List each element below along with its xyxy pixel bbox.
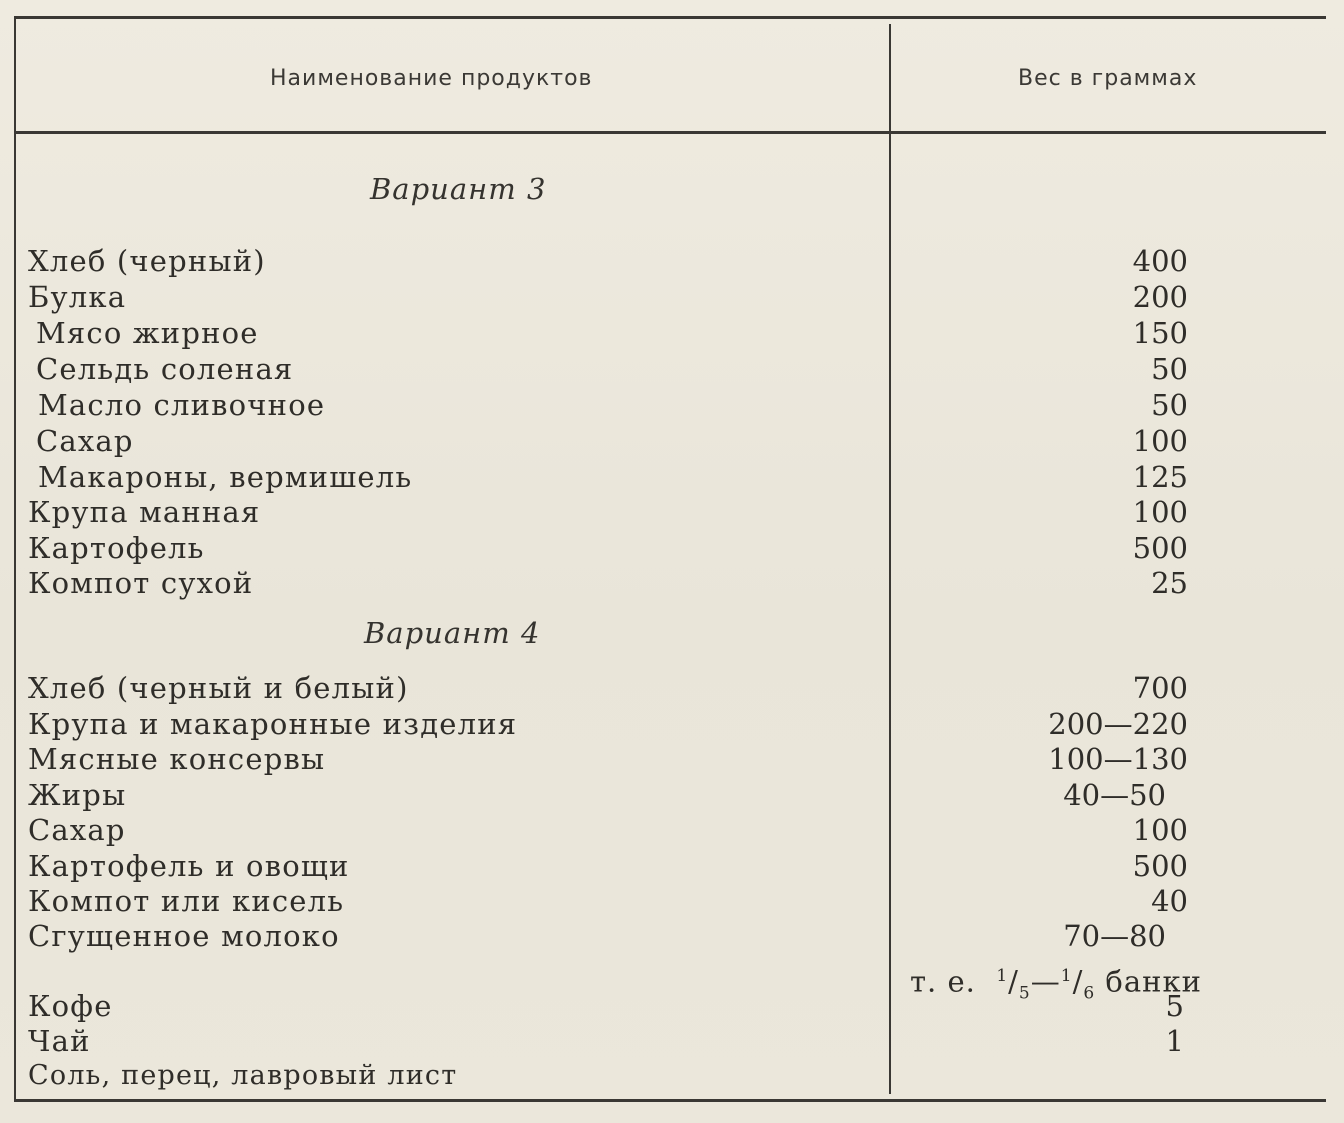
table-row-weight: 70—80 [1063,919,1166,953]
fraction-denominator: 6 [1083,983,1096,1004]
table-row-weight: 50 [1151,388,1188,422]
table-bottom-rule [14,1099,1326,1102]
table-left-rule [14,16,16,1102]
table-row-name: Сельдь соленая [36,352,294,386]
column-header-weight: Вес в граммах [1018,66,1198,91]
table-row-name: Хлеб (черный) [28,244,266,278]
table-row-weight: 700 [1132,671,1188,705]
column-header-product-name: Наименование продуктов [270,66,593,91]
condensed-milk-note: т. е. $^1/_5—^1/_6$ банки [910,964,1202,1004]
table-row-name: Хлеб (черный и белый) [28,671,409,705]
table-row-weight: 500 [1132,849,1188,883]
fraction-numerator: 1 [996,966,1009,986]
table-row-weight: 50 [1151,352,1188,386]
section-title-variant-4: Вариант 4 [364,616,541,650]
table-row-weight: 100 [1132,424,1188,458]
table-row-name: Крупа и макаронные изделия [28,707,518,741]
table-row-weight: 100 [1132,813,1188,847]
note-dash: — [1030,964,1061,999]
table-row-weight: 500 [1132,531,1188,565]
table-row-name: Сахар [36,424,134,458]
table-row-weight: 25 [1151,566,1188,600]
table-row-name: Соль, перец, лавровый лист [28,1060,458,1091]
fraction-denominator: 5 [1018,983,1031,1004]
table-row-weight: 100 [1132,495,1188,529]
table-row-weight: 200—220 [1048,707,1188,741]
table-top-rule [14,16,1326,19]
table-row-name: Мясные консервы [28,742,326,776]
table-row-weight: 125 [1132,460,1188,494]
fraction-numerator: 1 [1060,966,1073,986]
table-row-name: Масло сливочное [38,388,326,422]
table-row-weight: 150 [1132,316,1188,350]
table-row-name: Картофель и овощи [28,849,350,883]
table-row-name: Кофе [28,989,113,1023]
table-row-name: Мясо жирное [36,316,259,350]
table-header-rule [14,131,1326,134]
table-row-name: Булка [28,280,127,314]
table-row-weight: 100—130 [1048,742,1188,776]
table-row-weight: 40—50 [1063,778,1166,812]
table-row-weight: 400 [1132,244,1188,278]
table-row-name: Компот сухой [28,566,254,600]
table-row-name: Сгущенное молоко [28,919,340,953]
table-row-weight: 40 [1151,884,1188,918]
table-row-weight: 1 [1165,1024,1184,1058]
note-suffix: банки [1105,964,1202,999]
table-row-name: Компот или кисель [28,884,345,918]
table-row-name: Макароны, вермишель [38,460,413,494]
table-row-weight: 5 [1165,989,1184,1023]
note-prefix: т. е. [910,964,976,999]
table-row-name: Жиры [28,778,127,812]
section-title-variant-3: Вариант 3 [370,172,547,206]
table-row-weight: 200 [1132,280,1188,314]
table-row-name: Чай [28,1024,91,1058]
table-row-name: Картофель [28,531,205,565]
table-row-name: Сахар [28,813,126,847]
table-row-name: Крупа манная [28,495,261,529]
